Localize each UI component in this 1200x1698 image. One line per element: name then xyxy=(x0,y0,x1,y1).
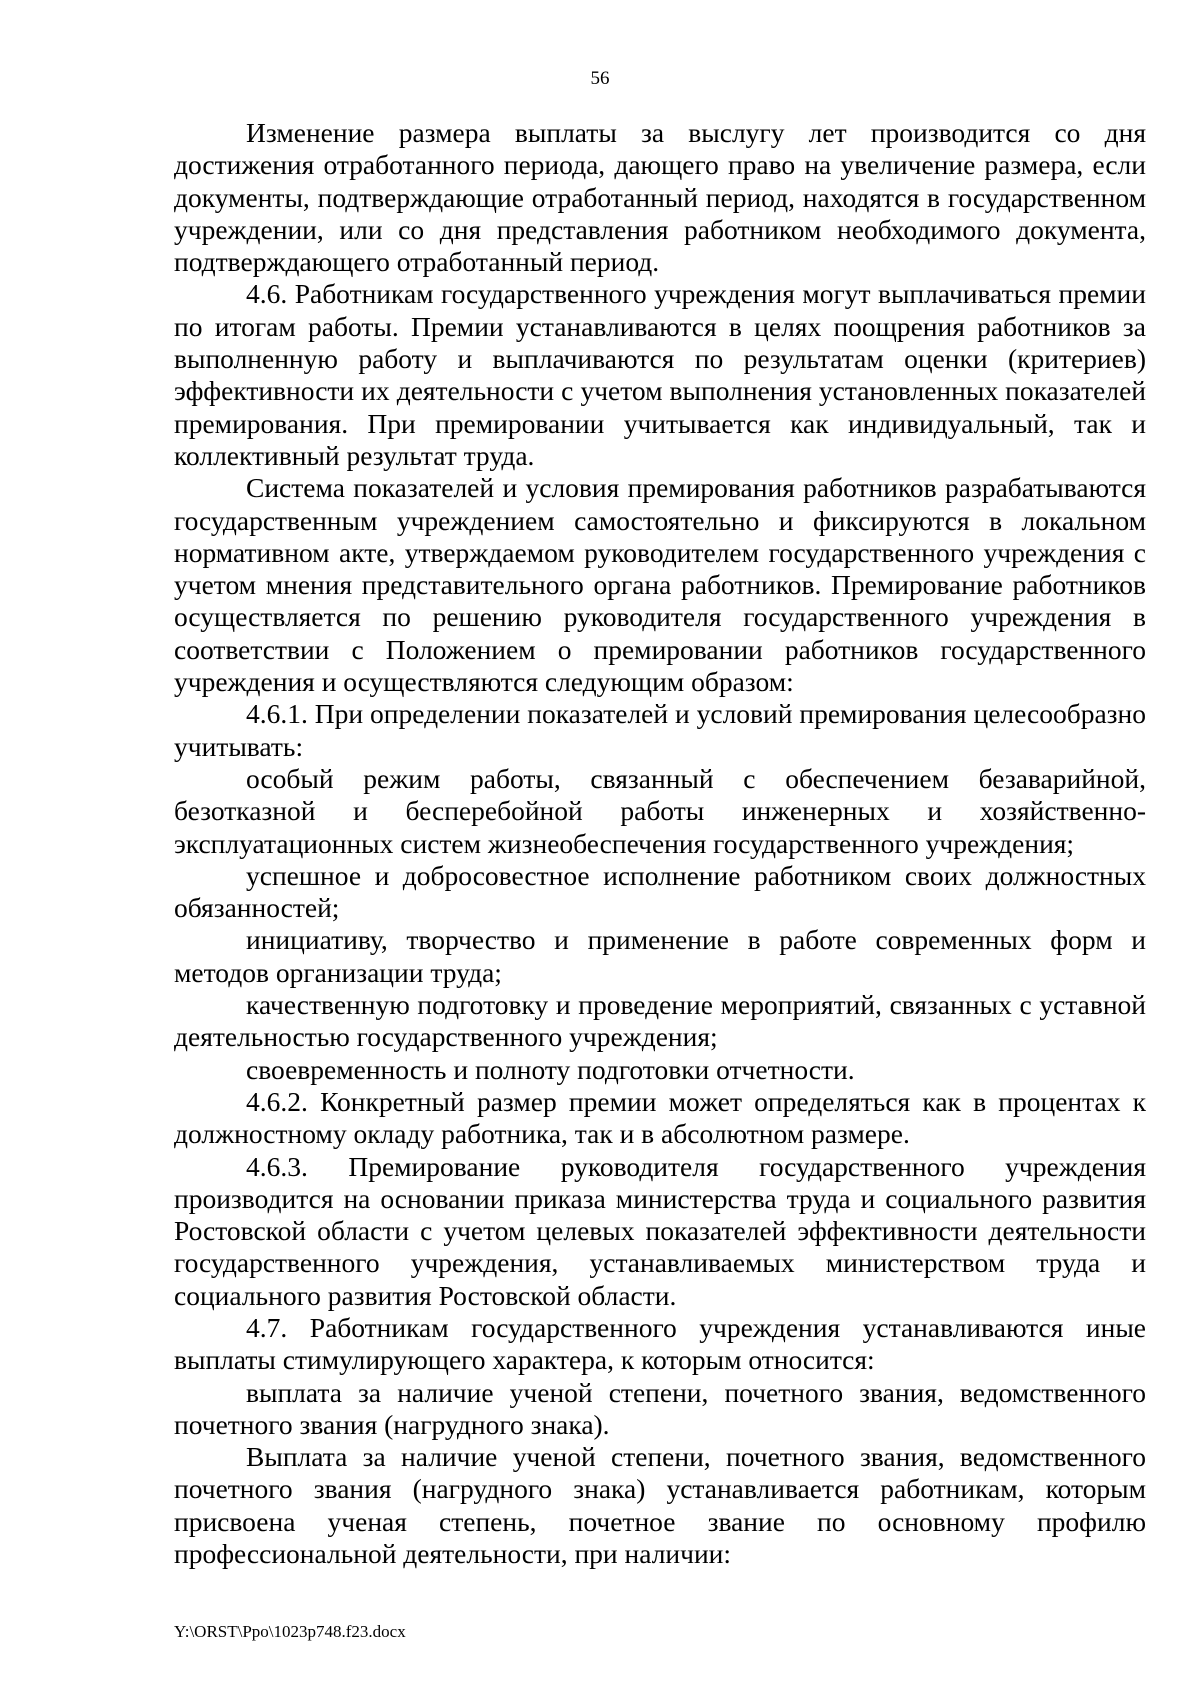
paragraph-4-6: 4.6. Работникам государственного учреждения могут выплачиваться премии по итогам работы. Премии устанавливаются в целях поощрения работников за выполненную работу и выплачиваются по результатам оценки (критериев) эффективности их деятельности с учетом выполнения установленных показателей премирования. При премировании учитывается как индивидуальный, так и коллективный результат труда. xyxy=(174,278,1146,471)
paragraph-4-6-2: 4.6.2. Конкретный размер премии может определяться как в процентах к должностному окладу работника, так и в абсолютном размере. xyxy=(174,1085,1146,1150)
list-item-academic-degree: выплата за наличие ученой степени, почетного звания, ведомственного почетного звания (нагрудного знака). xyxy=(174,1376,1146,1440)
list-item-events: качественную подготовку и проведение мероприятий, связанных с уставной деятельностью государственного учреждения; xyxy=(174,989,1146,1053)
paragraph-4-6-1: 4.6.1. При определении показателей и условий премирования целесообразно учитывать: xyxy=(174,698,1146,762)
paragraph-4-7: 4.7. Работникам государственного учреждения устанавливаются иные выплаты стимулирующего характера, к которым относится: xyxy=(174,1311,1146,1376)
list-item-duties: успешное и добросовестное исполнение работником своих должностных обязанностей; xyxy=(174,859,1146,924)
paragraph-bonus-system: Система показателей и условия премирования работников разрабатываются государственным учреждением самостоятельно и фиксируются в локальном нормативном акте, утверждаемом руководителем государственного учреждения с учетом мнения представительного органа работников. Премирование работников осуществляется по решению руководителя государственного учреждения в соответствии с Положением о премировании работников государственного учреждения и осуществляются следующим образом: xyxy=(174,472,1146,698)
paragraph-service-length: Изменение размера выплаты за выслугу лет производится со дня достижения отработанного периода, дающего право на увеличение размера, если документы, подтверждающие отработанный период, находятся в государственном учреждении, или со дня представления работником необходимого документа, подтверждающего отработанный период. xyxy=(174,117,1146,278)
page-number: 56 xyxy=(590,68,610,89)
list-item-special-mode: особый режим работы, связанный с обеспечением безаварийной, безотказной и бесперебойной работы инженерных и хозяйственно-эксплуатационных систем жизнеобеспечения государственного учреждения; xyxy=(174,762,1146,859)
document-body xyxy=(174,117,1146,1570)
paragraph-4-6-3: 4.6.3. Премирование руководителя государственного учреждения производится на основании приказа министерства труда и социального развития Ростовской области с учетом целевых показателей эффективности деятельности государственного учреждения, устанавливаемых министерством труда и социального развития Ростовской области. xyxy=(174,1150,1146,1311)
paragraph-academic-degree-payment: Выплата за наличие ученой степени, почетного звания, ведомственного почетного звания (нагрудного знака) устанавливается работникам, которым присвоена ученая степень, почетное звание по основному профилю профессиональной деятельности, при наличии: xyxy=(174,1441,1146,1570)
footer-file-path: Y:\ORST\Ppo\1023p748.f23.docx xyxy=(174,1622,406,1641)
list-item-reporting: своевременность и полноту подготовки отчетности. xyxy=(246,1053,855,1085)
list-item-initiative: инициативу, творчество и применение в работе современных форм и методов организации труда; xyxy=(174,924,1146,988)
